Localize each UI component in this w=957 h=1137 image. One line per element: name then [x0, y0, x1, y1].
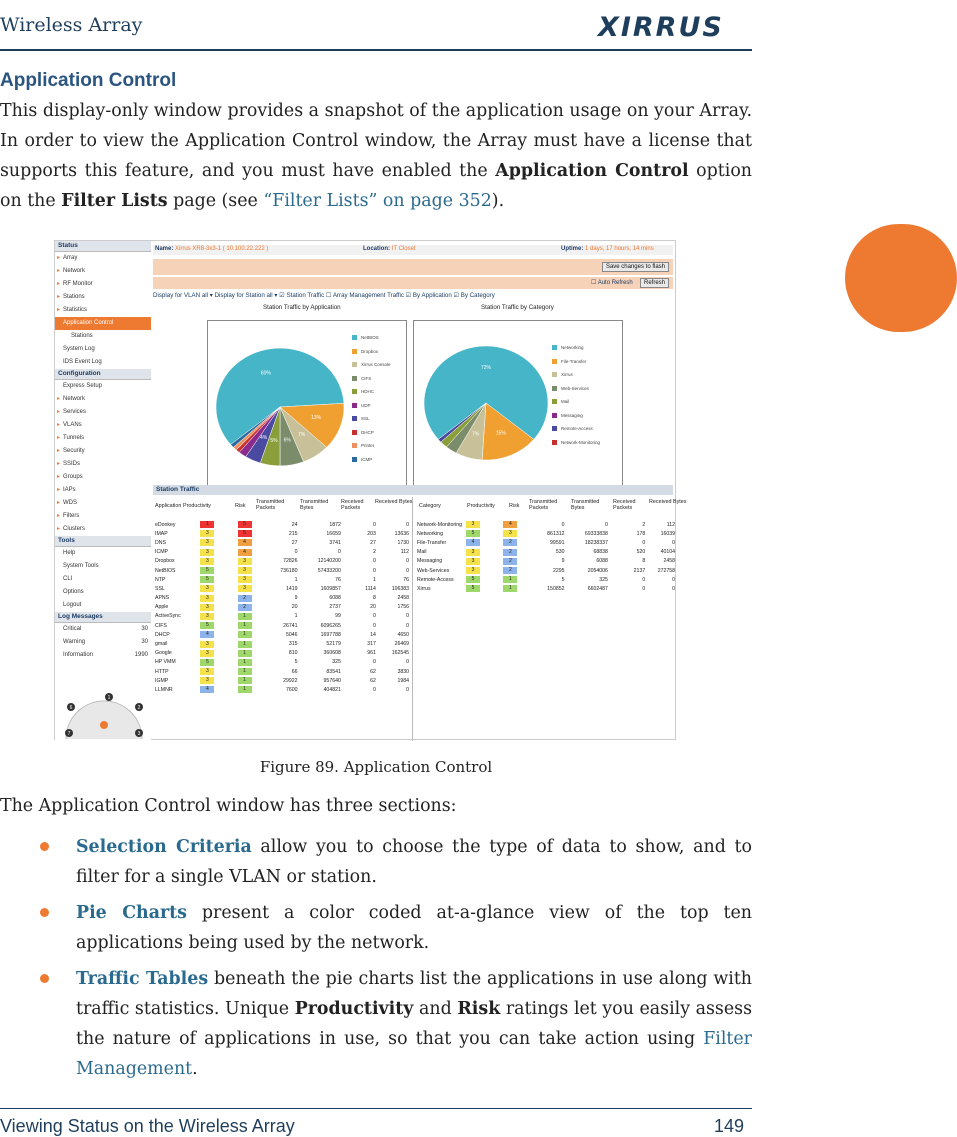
- pie-label: 4%: [260, 434, 268, 441]
- legend-item: SSL: [352, 416, 391, 430]
- sidebar-item[interactable]: ▸ VLANs: [55, 419, 151, 432]
- pie-label: 60%: [260, 370, 271, 377]
- bullet-selection-criteria: Selection Criteria allow you to choose the type of data to show, and to filter for a single VLAN or station.: [76, 837, 752, 887]
- save-changes-button[interactable]: Save changes to flash: [602, 262, 669, 272]
- legend-item: HDHC: [352, 389, 391, 403]
- table-column-header: Transmitted Packets: [529, 499, 558, 511]
- table-column-header: Category: [419, 503, 441, 509]
- bullet-icon: [40, 908, 49, 917]
- sidebar-item[interactable]: Help: [63, 550, 76, 556]
- sidebar-item[interactable]: Express Setup: [63, 383, 103, 389]
- pie-chart-by-application: [210, 325, 350, 485]
- bullet-icon: [40, 974, 49, 983]
- sidebar-item[interactable]: ▸ Clusters: [55, 523, 151, 536]
- table-row: Mail 3 2 530 68838 520 40104: [417, 548, 675, 556]
- table-column-header: Received Bytes: [649, 499, 687, 505]
- legend-item: DHCP: [352, 430, 391, 444]
- table-column-header: Transmitted Bytes: [571, 499, 600, 511]
- auto-refresh-checkbox[interactable]: ☐ Auto Refresh: [591, 280, 633, 286]
- running-header-title: Wireless Array: [0, 14, 143, 36]
- legend-item: CIFS: [352, 376, 391, 390]
- table-row: ActiveSync 3 1 1 99 0 0: [155, 612, 409, 620]
- pie2-box: [413, 320, 623, 488]
- table-row: Messaging 3 2 9 6088 8 2458: [417, 557, 675, 565]
- sidebar-item[interactable]: Information 1990: [63, 652, 148, 658]
- pie2-title: Station Traffic by Category: [481, 304, 554, 311]
- pie1-box: [207, 320, 407, 488]
- sidebar-item[interactable]: ▸ Network: [55, 393, 151, 406]
- bullet-pie-charts: Pie Charts present a color coded at-a-glance view of the top ten applications being used by the network.: [76, 903, 753, 953]
- category-table-head: [415, 499, 687, 517]
- dial-port-label: 2: [137, 705, 141, 711]
- table-row: APNS 3 2 9 6088 8 2458: [155, 594, 409, 602]
- sidebar-section-header: Status: [55, 241, 151, 252]
- table-column-header: Risk: [235, 503, 246, 509]
- table-column-header: Application: [155, 503, 182, 509]
- dial-port-label: 3: [137, 731, 141, 737]
- pie1-title: Station Traffic by Application: [263, 304, 341, 311]
- intro-paragraph: This display-only window provides a snapshot of the application usage on your Array. In order to view the Application Control window, the Array must have a license that supports this feature, and you must have enabled the Application Control option on the Filter Lists page (see “Filter Lists” on page 352).: [0, 101, 752, 211]
- sidebar-item[interactable]: Stations: [71, 333, 93, 339]
- table-row: gmail 3 1 315 52179 317 26469: [155, 640, 409, 648]
- sidebar-item[interactable]: ▸ Statistics: [55, 304, 151, 317]
- save-bar: [153, 259, 673, 275]
- array-info-bar: Name: Xirrus XR8-3x3-1 ( 10.100.22.222 ) Location: IT Closet Uptime: 1 days, 17 hours, 14 mins: [153, 245, 673, 255]
- sidebar-item[interactable]: ▸ Array: [55, 252, 151, 265]
- sidebar-nav: [55, 241, 151, 741]
- category-traffic-table: [415, 520, 677, 594]
- table-row: CIFS 5 1 26741 6096265 0 0: [155, 622, 409, 629]
- dial-port-label: 1: [107, 695, 111, 701]
- sidebar-item[interactable]: ▸ Security: [55, 445, 151, 458]
- table-row: Google 3 1 810 360608 961 162545: [155, 649, 409, 657]
- legend-item: Network-Monitoring: [552, 440, 600, 454]
- table-row: eDonkey 1 5 24 1872 0 0: [155, 521, 409, 528]
- sidebar-item[interactable]: ▸ Services: [55, 406, 151, 419]
- pie2-legend: [552, 345, 600, 453]
- filter-lists-link[interactable]: “Filter Lists” on page 352: [263, 191, 492, 211]
- legend-item: Dropbox: [352, 349, 391, 363]
- sidebar-section-header: Configuration: [55, 369, 151, 380]
- sidebar-item[interactable]: Warning 30: [63, 639, 148, 645]
- sidebar-section-header: Tools: [55, 536, 151, 547]
- chapter-tab: [845, 224, 957, 332]
- table-row: Networking 5 3 861312 69333838 178 16039: [417, 530, 675, 537]
- sidebar-item[interactable]: ▸ Network: [55, 265, 151, 278]
- application-control-figure: [54, 240, 687, 740]
- table-row: Network-Monitoring 3 4 0 0 2 112: [417, 521, 675, 528]
- legend-item: NetBIOS: [352, 335, 391, 349]
- table-column-header: Productivity: [467, 503, 495, 509]
- table-row: DNS 3 4 27 3741 27 1730: [155, 539, 409, 546]
- sidebar-item[interactable]: ▸ WDS: [55, 497, 151, 510]
- xirrus-logo: XIRRUS: [598, 12, 724, 43]
- station-traffic-header: Station Traffic: [153, 485, 673, 495]
- footer-rule: [0, 1108, 752, 1109]
- application-traffic-table: [153, 520, 411, 695]
- table-row: File-Transfer 4 2 99591 18238337 0 0: [417, 539, 675, 546]
- table-row: NetBIOS 5 3 736180 57433200 0 0: [155, 567, 409, 574]
- sidebar-item[interactable]: ▸ IAPs: [55, 484, 151, 497]
- pie-label: 15%: [495, 430, 506, 437]
- array-dial-icon: [61, 689, 147, 739]
- pie-label: 72%: [480, 364, 492, 371]
- table-row: HTTP 3 1 66 83541 62 3830: [155, 668, 409, 675]
- table-row: NTP 5 3 1 76 1 76: [155, 576, 409, 583]
- table-column-header: Received Bytes: [375, 499, 413, 505]
- sidebar-item[interactable]: CLI: [63, 576, 73, 582]
- refresh-button[interactable]: Refresh: [640, 278, 669, 288]
- sidebar-item[interactable]: System Tools: [63, 563, 99, 569]
- sidebar-item[interactable]: ▸ Filters: [55, 510, 151, 523]
- table-column-header: Transmitted Bytes: [300, 499, 329, 511]
- pie-label: 7%: [297, 432, 306, 439]
- legend-item: File-Transfer: [552, 359, 600, 373]
- table-column-header: Risk: [509, 503, 520, 509]
- dial-port-label: 7: [67, 731, 71, 737]
- legend-item: Xirrus Console: [352, 362, 391, 376]
- sidebar-item[interactable]: ▸ RF Monitor: [55, 278, 151, 291]
- sidebar-item[interactable]: System Log: [63, 346, 95, 352]
- sidebar-item[interactable]: Application Control: [55, 317, 151, 330]
- bullet-traffic-tables: Traffic Tables beneath the pie charts list the applications in use along with traffic statistics. Unique Productivity and Risk ratings let you easily assess the nature of applications in use, so that you can take action using Filter Management.: [76, 969, 753, 1079]
- sidebar-item[interactable]: Options: [63, 589, 84, 595]
- bullet-icon: [40, 842, 49, 851]
- pie-chart-by-category: [416, 325, 556, 485]
- sidebar-item[interactable]: IDS Event Log: [63, 359, 102, 365]
- pie-label: 7%: [472, 431, 480, 438]
- refresh-bar: [153, 277, 673, 289]
- legend-item: Printer: [352, 443, 391, 457]
- selection-criteria[interactable]: Display for VLAN all ▾ Display for Station all ▾ ☑ Station Traffic ☐ Array Management Traffic ☑ By Application ☑ By Category: [153, 292, 495, 299]
- table-row: IMAP 3 5 215 16659 203 13636: [155, 530, 409, 537]
- table-divider: [412, 497, 413, 741]
- filter-management-link[interactable]: Filter Management: [76, 1029, 752, 1079]
- legend-item: Networking: [552, 345, 600, 359]
- legend-item: ICMP: [352, 457, 391, 471]
- table-row: Apple 3 2 20 2737 20 1756: [155, 603, 409, 611]
- section-title: Application Control: [0, 70, 177, 91]
- page-number: 149: [714, 1116, 745, 1136]
- table-column-header: Transmitted Packets: [256, 499, 285, 511]
- table-column-header: Received Packets: [341, 499, 364, 511]
- sections-intro: The Application Control window has three sections:: [0, 796, 457, 816]
- legend-item: Xirrus: [552, 372, 600, 386]
- table-row: Dropbox 3 3 72826 12140200 0 0: [155, 557, 409, 565]
- table-row: IGMP 3 1 29922 957640 62 1984: [155, 677, 409, 684]
- legend-item: Remote-Access: [552, 426, 600, 440]
- table-row: Web-Services 3 2 2295 2054006 2137 272758: [417, 567, 675, 574]
- legend-item: Messaging: [552, 413, 600, 427]
- table-row: LLMNR 4 1 7600 404821 0 0: [155, 686, 409, 693]
- sidebar-item[interactable]: Critical 30: [63, 626, 148, 632]
- table-row: DHCP 4 1 5046 1697788 14 4650: [155, 631, 409, 638]
- table-row: ICMP 3 4 0 0 2 112: [155, 548, 409, 556]
- sidebar-item[interactable]: ▸ Stations: [55, 291, 151, 304]
- sidebar-item[interactable]: Logout: [63, 602, 82, 608]
- footer-section-title: Viewing Status on the Wireless Array: [0, 1116, 295, 1136]
- dial-port-label: 6: [69, 705, 73, 711]
- legend-item: Web-Services: [552, 386, 600, 400]
- app-table-head: [153, 499, 411, 517]
- table-row: SSL 3 3 1419 1609857 1114 106383: [155, 585, 409, 592]
- table-column-header: Productivity: [183, 503, 211, 509]
- table-row: HP VMM 5 1 5 325 0 0: [155, 658, 409, 666]
- sidebar-item[interactable]: ▸ SSIDs: [55, 458, 151, 471]
- header-rule: [0, 49, 752, 51]
- sidebar-section-header: Log Messages: [55, 612, 151, 623]
- pie1-legend: [352, 335, 391, 470]
- table-column-header: Received Packets: [613, 499, 636, 511]
- figure-caption: Figure 89. Application Control: [259, 758, 493, 776]
- pie-label: 6%: [283, 437, 291, 444]
- pie-label: 13%: [311, 414, 322, 421]
- table-row: Xirrus 5 1 150852 6602487 0 0: [417, 585, 675, 592]
- table-row: Remote-Access 5 1 5 325 0 0: [417, 576, 675, 583]
- legend-item: Mail: [552, 399, 600, 413]
- sidebar-item[interactable]: ▸ Tunnels: [55, 432, 151, 445]
- sidebar-item[interactable]: ▸ Groups: [55, 471, 151, 484]
- pie-label: 5%: [270, 437, 278, 444]
- legend-item: UDP: [352, 403, 391, 417]
